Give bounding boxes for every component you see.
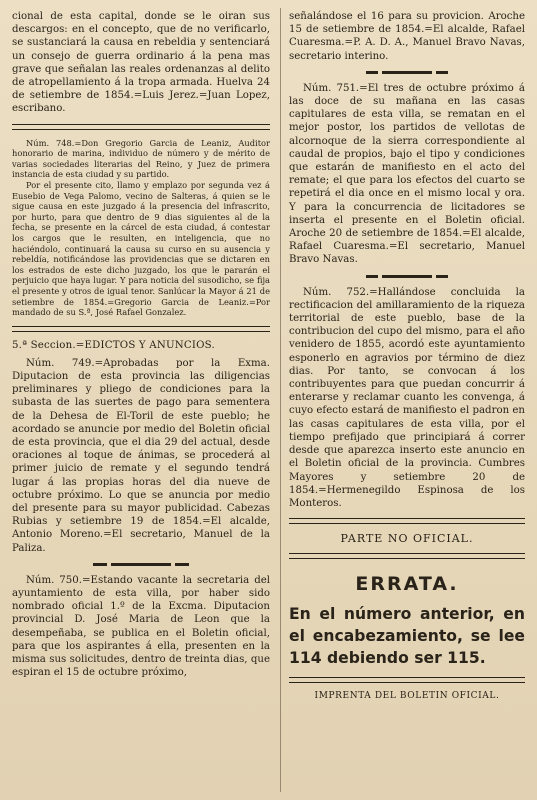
notice-752: Núm. 752.=Hallándose concluida la rectificacion del amillaramiento de la riqueza territorial de este pueblo, base de la contribucion del cupo del mismo, para el año venidero de 1855, acordó este ayuntamiento esponerlo en agravios por término de diez dias. Por tanto, se convocan á los contribuyentes para que puedan concurrir á enterarse y reclamar cuanto les convenga, á cuyo efecto estará de manifiesto el padron en las casas capitulares de esta villa, por el tiempo prefijado que principiará á correr desde que aparezca inserto este anuncio en el Boletin oficial de la provincia. Cumbres Mayores y setiembre 20 de 1854.=Hermenegildo Espinosa de los Monteros. [289,286,525,509]
separator-rule [289,677,525,683]
notice-750-continued: señalándose el 16 para su provicion. Aroche 15 de setiembre de 1854.=El alcalde, Rafael Cuaresma.=P. A. D. A., Manuel Bravo Navas, secretario interino. [289,11,525,62]
notice-748-header: Núm. 748.=Don Gregorio Garcia de Leaniz, Auditor honorario de marina, individuo de número y de mérito de varias sociedades literarias del Reino, y Juez de primera instancia de esta ciudad y su partido. [12,137,270,180]
ornament-rule [289,71,525,74]
notice-749: Núm. 749.=Aprobadas por la Exma. Diputacion de esta provincia las diligencias preliminares y pliego de condiciones para la subasta de las suertes de pago para sementera de la Dehesa de El-Toril de este pueblo; he acordado se anuncie por medio del Boletin oficial de esta provincia, que el dia 29 del actual, desde oraciones al toque de ánimas, se procederá al primer juicio de remate y el segundo tendrá lugar á las propias horas del dia nueve de octubre próximo. Lo que se anuncia por medio del presente para su mayor publicidad. Cabezas Rubias y setiembre 19 de 1854.=El alcalde, Antonio Moreno.=El secretario, Manuel de la Paliza. [12,357,270,554]
ornament-rule [12,563,270,566]
errata-title: ERRATA. [355,573,459,596]
separator-rule [12,124,270,130]
left-column [12,10,270,679]
right-column [289,10,525,701]
notice-748-body: Por el presente cito, llamo y emplazo por segunda vez á Eusebio de Vega Palomo, vecino de Salteras, á quien se le sigue causa en este juzgado á la presencia del infrascrito, por hurto, para que dentro de 9 dias siguientes al de la fecha, se presente en la cárcel de esta ciudad, á contestar los cargos que le resulten, en inteligencia, que no haciéndolo, continuará la causa su curso en su ausencia y rebeldía, notificándose las providencias que se dictaren en los estrados de este dicho juzgado, los que le pararán el perjuicio que haya lugar. Y para noticia del susodicho, se fija el presente y otros de igual tenor. Sanlúcar la Mayor á 21 de setiembre de 1854.=Gregorio Garcia de Leaniz.=Por mandado de su S.ª, José Rafael Gonzalez. [12,180,270,318]
ornament-rule [289,275,525,278]
notice-continued: cional de esta capital, donde se le oiran sus descargos: en el concepto, que de no verificarlo, se sustanciará la causa en rebeldia y sentenciará un consejo de guerra ordinario á la pena mas grave que señalan las reales ordenanzas al delito de atropellamiento á la tropa armada. Huelva 24 de setiembre de 1854.=Luis Jerez.=Juan Lopez, escribano. [12,11,270,115]
separator-rule [289,518,525,524]
column-divider [280,8,281,792]
errata-body: En el número anterior, en el encabezamiento, se lee 114 debiendo ser 115. [289,605,525,668]
notice-750: Núm. 750.=Estando vacante la secretaria del ayuntamiento de esta villa, por haber sido nombrado oficial 1.º de la Excma. Diputacion provincial D. José Maria de Leon que la desempeñaba, se publica en el Boletin oficial, para que los aspirantes á ella, presenten en la misma sus solicitudes, dentro de treinta dias, que espiran el 15 de octubre próximo, [12,574,270,679]
section-heading: 5.ª Seccion.=EDICTOS Y ANUNCIOS. [12,339,215,351]
separator-rule [289,553,525,559]
notice-751: Núm. 751.=El tres de octubre próximo á las doce de su mañana en las casas capitulares de esta villa, se rematan en el mejor postor, los partidos de vellotas de alcornoque de la sierra correspondiente al caudal de propios, bajo el tipo y condiciones que estarán de manifiesto en el acto del remate; el que para los efectos del cuarto se repetirá el dia once en el mismo local y ora. Y para la concurrencia de licitadores se inserta el presente en el Boletin oficial. Aroche 20 de setiembre de 1854.=El alcalde, Rafael Cuaresma.=El secretario, Manuel Bravo Navas. [289,82,525,266]
section-heading-parte: PARTE NO OFICIAL. [340,532,474,546]
separator-rule [12,326,270,332]
printer-imprint: IMPRENTA DEL BOLETIN OFICIAL. [314,691,500,702]
